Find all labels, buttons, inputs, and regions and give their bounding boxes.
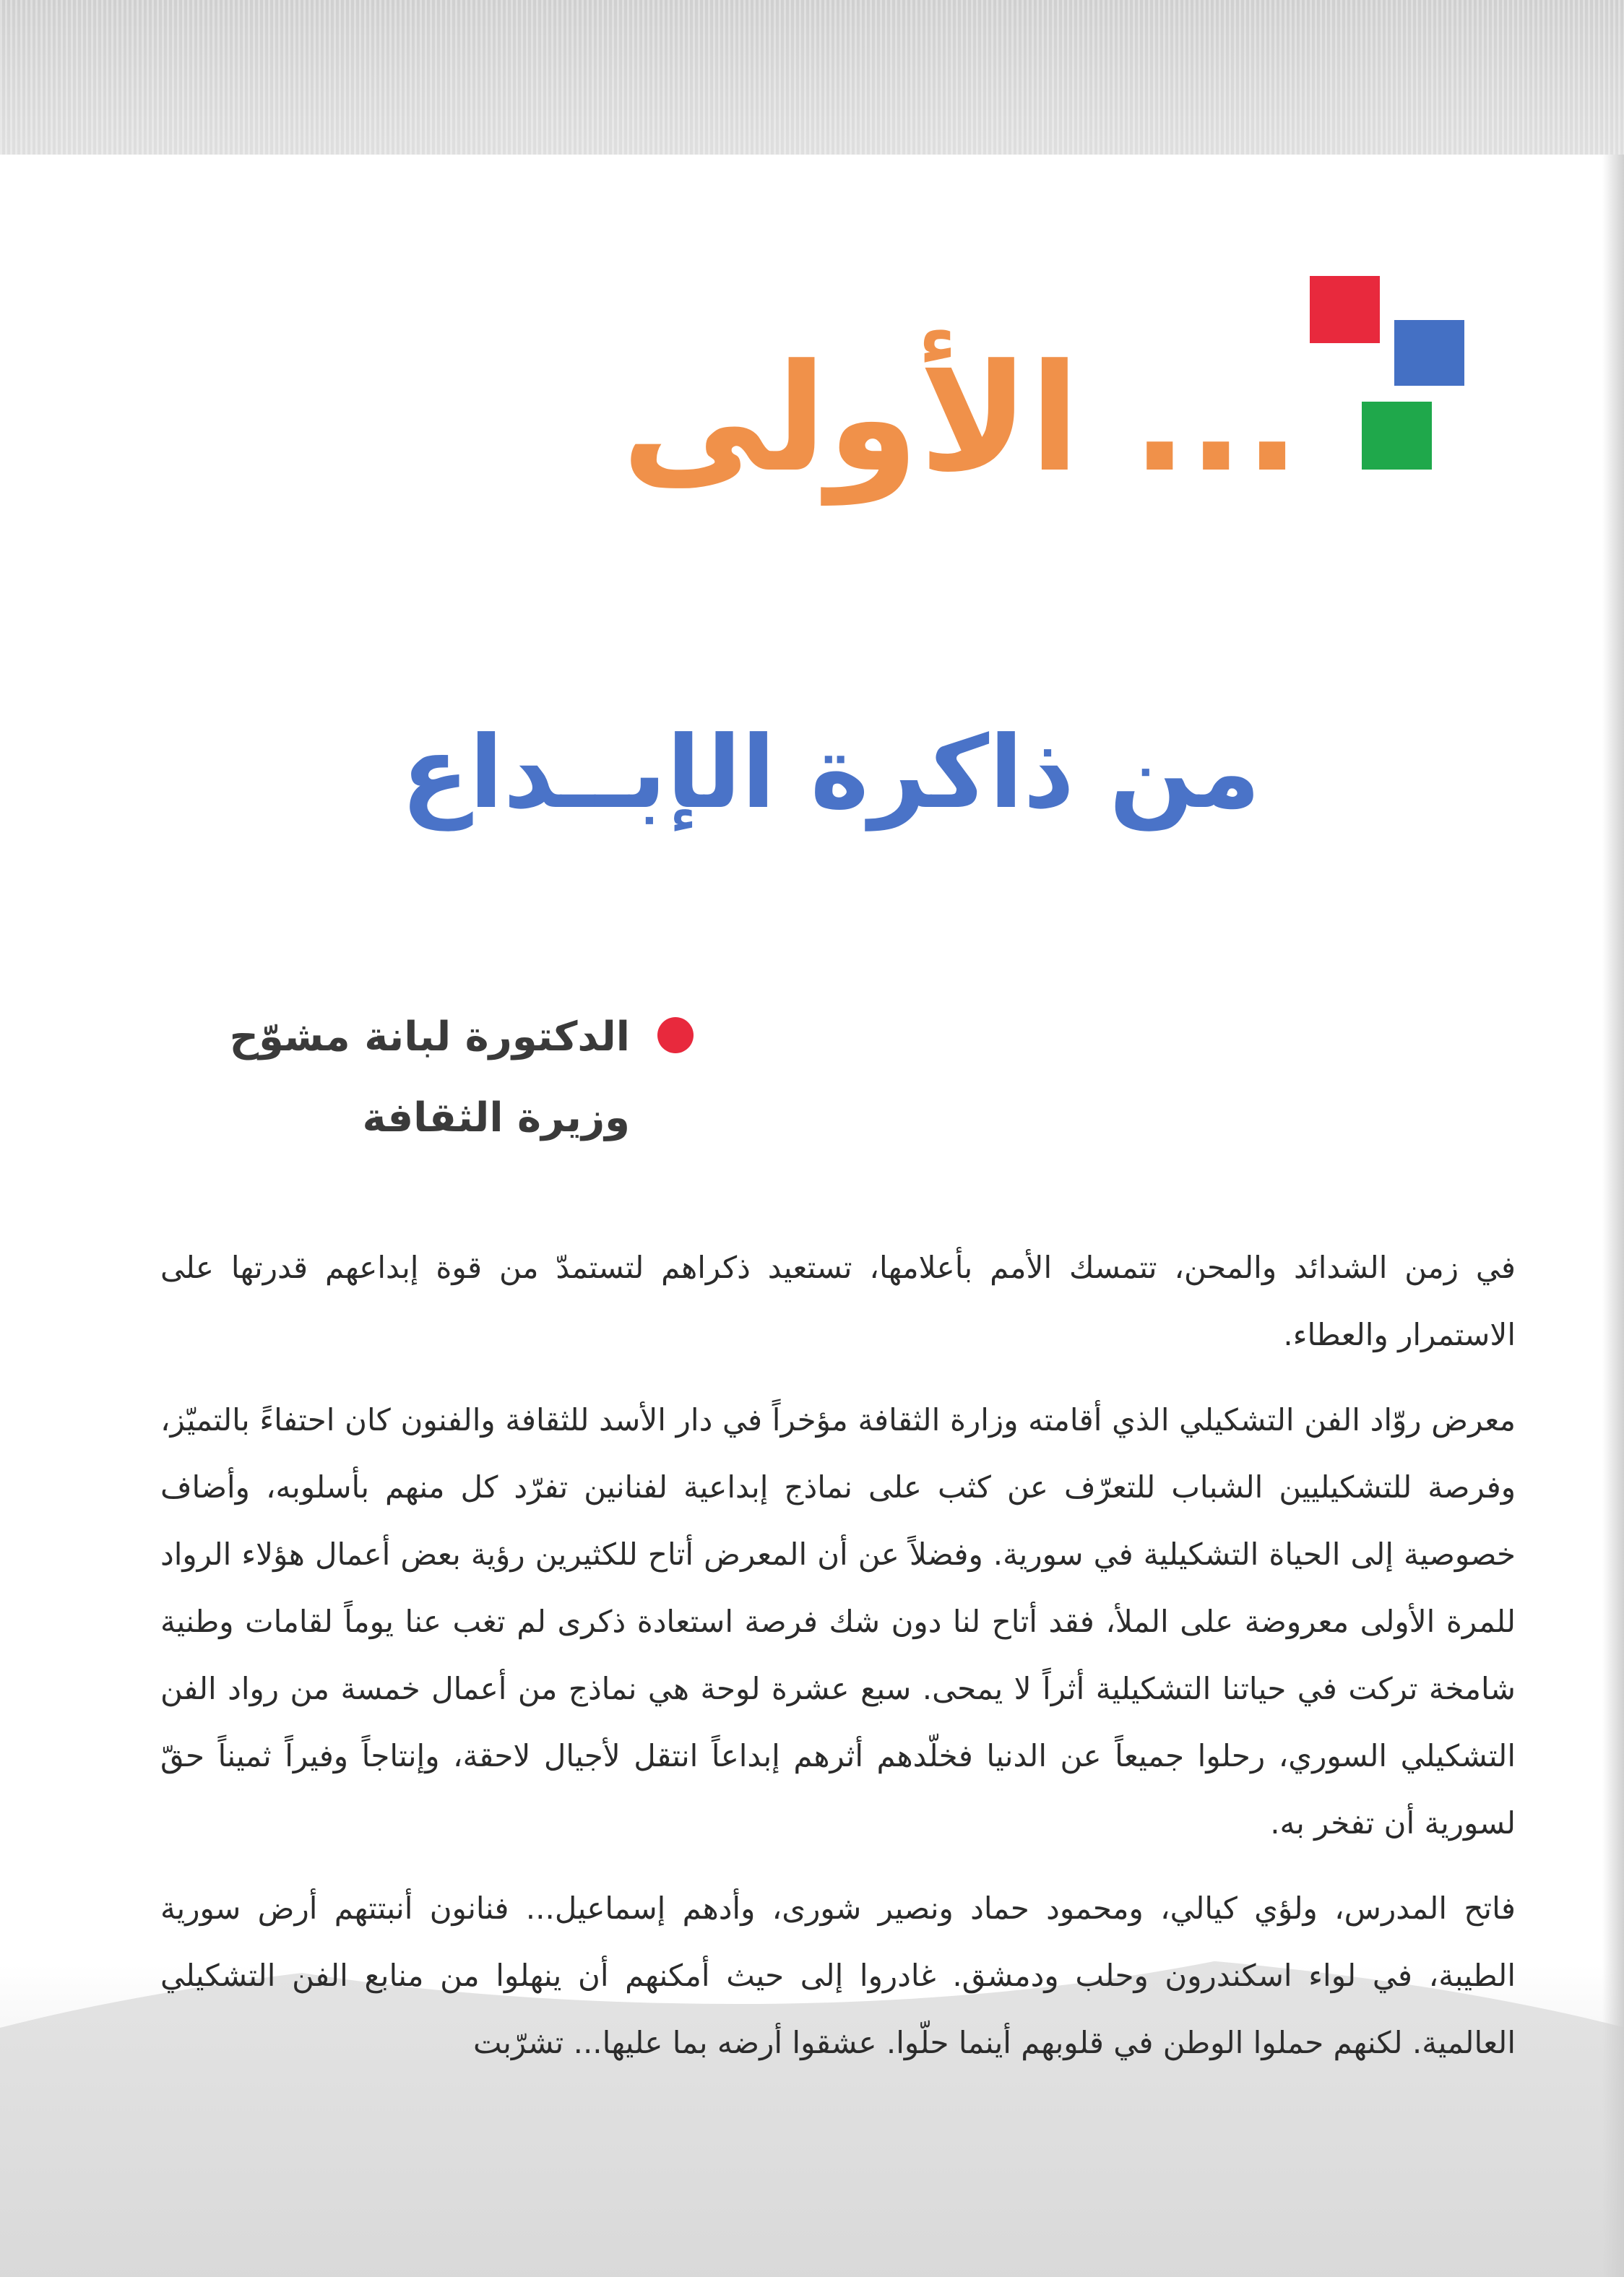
red-bullet-icon: [657, 1017, 694, 1053]
top-scan-band: [0, 0, 1624, 155]
paragraph-2: معرض روّاد الفن التشكيلي الذي أقامته وزارة الثقافة مؤخراً في دار الأسد للثقافة والفنون كان احتفاءً بالتميّز، وفرصة للتشكيليين الشباب للتعرّف عن كثب على نماذج إبداعية لفنانين تفرّد كل منهم بأسلوبه، وأضاف خصوصية إلى الحياة التشكيلية في سورية. وفضلاً عن أن المعرض أتاح للكثيرين رؤية بعض أعمال هؤلاء الرواد للمرة الأولى معروضة على الملأ، فقد أتاح لنا دون شك فرصة استعادة ذكرى لم تغب عنا يوماً لقامات وطنية شامخة تركت في حياتنا التشكيلية أثراً لا يمحى. سبع عشرة لوحة هي نماذج من أعمال خمسة من رواد الفن التشكيلي السوري، رحلوا جميعاً عن الدنيا فخلّدهم أثرهم إبداعاً انتقل لأجيال لاحقة، وإنتاجاً وفيراً ثميناً حقّ لسورية أن تفخر به.: [160, 1402, 1516, 1841]
paragraph-1: في زمن الشدائد والمحن، تتمسك الأمم بأعلامها، تستعيد ذكراهم لتستمدّ من قوة إبداعهم قدرتها على الاستمرار والعطاء.: [160, 1250, 1516, 1352]
right-edge-shadow: [1602, 155, 1624, 2277]
blue-square-decoration: [1394, 320, 1464, 386]
article-body: [160, 1234, 1516, 2094]
paragraph-3: فاتح المدرس، ولؤي كيالي، ومحمود حماد ونصير شورى، وأدهم إسماعيل... فنانون أنبتتهم أرض سورية الطيبة، في لواء اسكندرون وحلب ودمشق. غادروا إلى حيث أمكنهم أن ينهلوا من منابع الفن التشكيلي العالمية. لكنهم حملوا الوطن في قلوبهم أينما حلّوا. عشقوا أرضه بما عليها... تشرّبت: [160, 1891, 1516, 2060]
page-subtitle: من ذاكرة الإبــداع: [401, 714, 1261, 831]
page-title: ... الأولى: [621, 333, 1300, 505]
author-name-line: [217, 997, 694, 1078]
red-square-decoration: [1310, 276, 1380, 343]
author-block: [217, 997, 694, 1159]
author-name: الدكتورة لبانة مشوّح: [229, 1014, 630, 1060]
author-position: وزيرة الثقافة: [362, 1094, 630, 1141]
green-square-decoration: [1362, 402, 1432, 470]
